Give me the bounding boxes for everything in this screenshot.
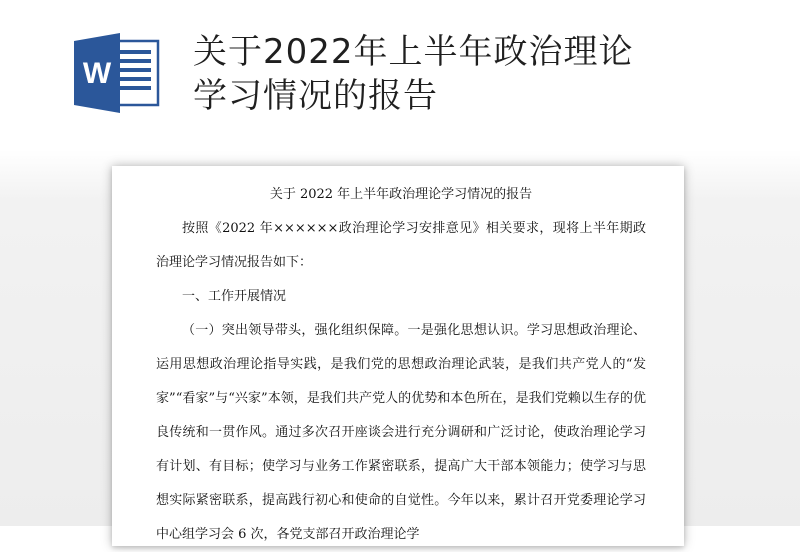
word-doc-icon	[74, 33, 164, 113]
page-title	[193, 30, 713, 118]
paragraph-intro: 按照《2022 年××××××政治理论学习安排意见》相关要求，现将上半年期政治理论学习情况报告如下：	[156, 221, 646, 270]
word-icon-letter: W	[82, 57, 112, 90]
section-heading: 一、工作开展情况	[182, 289, 287, 304]
document-title: 关于 2022 年上半年政治理论学习情况的报告	[269, 187, 533, 202]
document-content	[156, 182, 646, 552]
document-page	[112, 166, 684, 546]
header	[0, 0, 800, 150]
page-title-line-1: 关于2022年上半年政治理论	[193, 32, 634, 72]
page-title-line-2: 学习情况的报告	[193, 76, 438, 116]
paragraph-body: （一）突出领导带头，强化组织保障。一是强化思想认识。学习思想政治理论、运用思想政治理论指导实践，是我们党的思想政治理论武装，是我们共产党人的“发家”“看家”与“兴家”本领，是我们共产党人的优势和本色所在，是我们党赖以生存的优良传统和一贯作风。通过多次召开座谈会进行充分调研和广泛讨论，使政治理论学习有计划、有目标；使学习与业务工作紧密联系，提高广大干部本领能力；使学习与思想实际紧密联系，提高践行初心和使命的自觉性。今年以来，累计召开党委理论学习中心组学习会 6 次，各党支部召开政治理论学	[156, 323, 646, 542]
